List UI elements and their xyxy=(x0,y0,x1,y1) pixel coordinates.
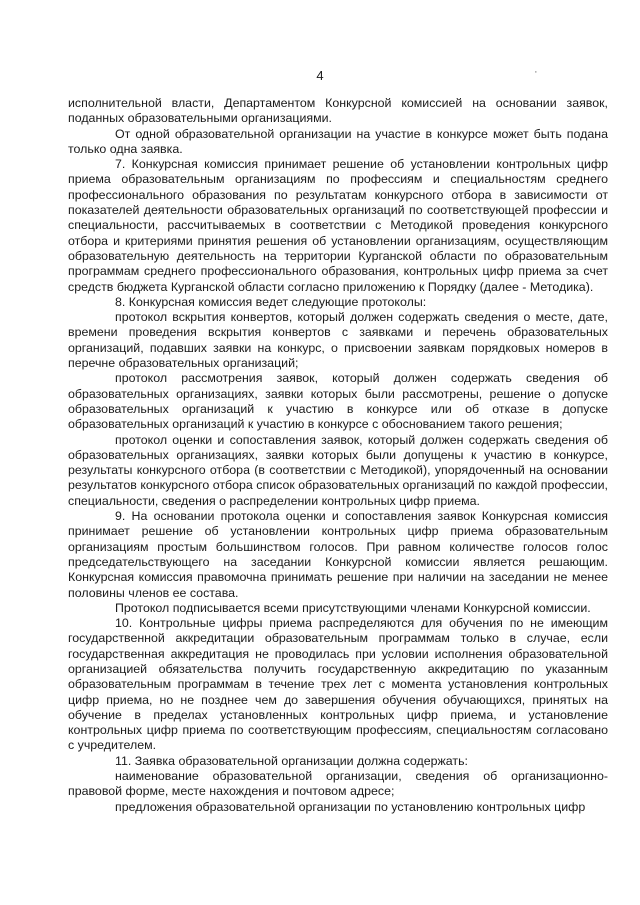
paragraph: 10. Контрольные цифры приема распределяются для обучения по не имеющим государственной аккредитации образовательным программам только в случае, если государственная аккредитация не проводилась при условии исполнения образовательной организацией обязательства получить государственную аккредитацию по указанным образовательным программам в течение трех лет с момента установления контрольных цифр приема, но не позднее чем до завершения обучения обучающихся, принятых на обучение в пределах установленных контрольных цифр приема, и установление контрольных цифр приема по соответствующим профессиям, специальностям согласовано с учредителем. xyxy=(68,616,608,753)
paragraph: протокол оценки и сопоставления заявок, который должен содержать сведения об образовательных организациях, заявки которых были допущены к участию в конкурсе, результаты конкурсного отбора (в соответствии с Методикой), упорядоченный на основании результатов конкурсного отбора список образовательных организаций по каждой профессии, специальности, сведения о распределении контрольных цифр приема. xyxy=(68,432,608,508)
paragraph: От одной образовательной организации на участие в конкурсе может быть подана только одна заявка. xyxy=(68,126,608,156)
paragraph: протокол вскрытия конвертов, который должен содержать сведения о месте, дате, времени проведения вскрытия конвертов с заявками и перечень образовательных организаций, подавших заявки на конкурс, о присвоении заявкам порядковых номеров в перечне образовательных организаций; xyxy=(68,310,608,371)
paragraph: 8. Конкурсная комиссия ведет следующие протоколы: xyxy=(115,294,427,309)
paragraph: 9. На основании протокола оценки и сопоставления заявок Конкурсная комиссия принимает решение об установлении контрольных цифр приема образовательным организациям простым большинством голосов. При равном количестве голосов голос председательствующего на заседании Конкурсной комиссии является решающим. Конкурсная комиссия правомочна принимать решение при наличии на заседании не менее половины членов ее состава. xyxy=(68,509,608,600)
page-number: 4 xyxy=(316,68,324,83)
paragraph: 7. Конкурсная комиссия принимает решение об установлении контрольных цифр приема образовательным организациям по профессиям и специальностям среднего профессионального образования по результатам конкурсного отбора в зависимости от показателей деятельности образовательных организаций по соответствующей профессии и специальности, рассчитываемых в соответствии с Методикой проведения конкурсного отбора и критериями принятия решения об установлении организациям, осуществляющим образовательную деятельность на территории Курганской области по образовательным программам среднего профессионального образования, контрольных цифр приема за счет средств бюджета Курганской области согласно приложению к Порядку (далее - Методика). xyxy=(68,157,608,294)
paragraph: Протокол подписывается всеми присутствующими членами Конкурсной комиссии. xyxy=(115,600,591,615)
paragraph: 11. Заявка образовательной организации должна содержать: xyxy=(115,753,468,768)
paragraph: протокол рассмотрения заявок, который должен содержать сведения об образовательных организациях, заявки которых были рассмотрены, решение о допуске образовательных организаций к участию в конкурсе или об отказе в допуске образовательных организаций к участию в конкурсе с обоснованием такого решения; xyxy=(68,371,608,432)
paragraph: исполнительной власти, Департаментом Конкурсной комиссией на основании заявок, поданных образовательными организациями. xyxy=(68,96,608,126)
paragraph: наименование образовательной организации, сведения об организационно-правовой форме, месте нахождения и почтовом адресе; xyxy=(68,769,608,799)
scan-mark: · xyxy=(534,66,538,78)
paragraph: предложения образовательной организации по установлению контрольных цифр xyxy=(115,799,586,814)
document-body xyxy=(68,96,608,815)
